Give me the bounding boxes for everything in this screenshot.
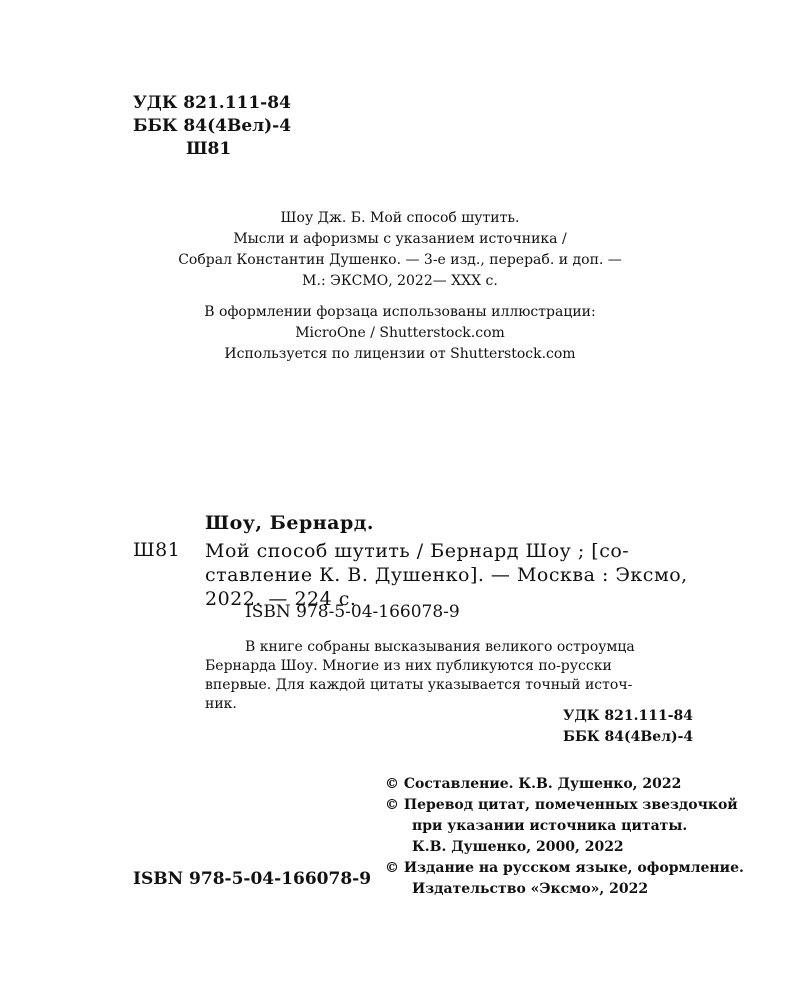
copyright-line: К.В. Душенко, 2000, 2022 bbox=[412, 839, 624, 855]
copyright-block bbox=[385, 774, 744, 900]
udk-code: УДК 821.111-84 bbox=[563, 708, 694, 724]
annotation-line: Собрал Константин Душенко. — 3-е изд., перераб. и доп. — bbox=[178, 252, 622, 268]
author-mark: Ш81 bbox=[186, 139, 232, 159]
udk-code: УДК 821.111-84 bbox=[133, 93, 291, 113]
copyright-line: при указании источника цитаты. bbox=[412, 818, 688, 834]
abstract-line: впервые. Для каждой цитаты указывается точный источ- bbox=[205, 677, 633, 693]
abstract-line: В книге собраны высказывания великого остроумца bbox=[245, 639, 635, 655]
spacer bbox=[0, 292, 800, 302]
bottom-isbn: ISBN 978-5-04-166078-9 bbox=[133, 869, 372, 889]
illustration-line: MicroOne / Shutterstock.com bbox=[295, 325, 505, 341]
catalog-code: Ш81 bbox=[133, 539, 181, 561]
bbk-code: ББК 84(4Вел)-4 bbox=[133, 116, 292, 136]
catalog-classification bbox=[563, 706, 693, 748]
catalog-isbn: ISBN 978-5-04-166078-9 bbox=[245, 602, 460, 622]
annotation-line: М.: ЭКСМО, 2022— XXX с. bbox=[302, 273, 498, 289]
copyright-line: © Перевод цитат, помеченных звездочкой bbox=[385, 797, 738, 813]
copyright-line: Издательство «Эксмо», 2022 bbox=[412, 881, 649, 897]
annotation-line: Мысли и афоризмы с указанием источника / bbox=[233, 231, 567, 247]
copyright-line: © Издание на русском языке, оформление. bbox=[385, 860, 744, 876]
entry-line: ставление К. В. Душенко]. — Москва : Эксмо, bbox=[205, 564, 688, 586]
catalog-entry bbox=[205, 539, 715, 611]
bbk-code: ББК 84(4Вел)-4 bbox=[563, 729, 694, 745]
annotation-line: Шоу Дж. Б. Мой способ шутить. bbox=[280, 210, 520, 226]
copyright-line: © Составление. К.В. Душенко, 2022 bbox=[385, 776, 682, 792]
classification-block bbox=[133, 92, 291, 161]
catalog-abstract bbox=[205, 638, 715, 714]
entry-line: 2022. — 224 с. bbox=[205, 588, 357, 610]
entry-line: Мой способ шутить / Бернард Шоу ; [со- bbox=[205, 540, 630, 562]
illustration-line: Используется по лицензии от Shutterstock.com bbox=[224, 346, 576, 362]
illustration-line: В оформлении форзаца использованы иллюстрации: bbox=[204, 304, 596, 320]
annotation-block bbox=[0, 208, 800, 365]
catalog-author: Шоу, Бернард. bbox=[205, 512, 375, 534]
abstract-line: ник. bbox=[205, 696, 237, 712]
abstract-line: Бернарда Шоу. Многие из них публикуются по-русски bbox=[205, 658, 612, 674]
